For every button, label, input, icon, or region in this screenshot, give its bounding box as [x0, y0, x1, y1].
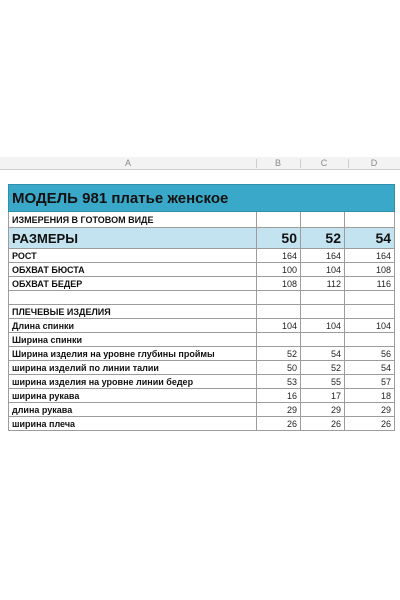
table-row [9, 249, 395, 263]
cell[interactable] [301, 291, 345, 305]
value-cell[interactable]: 54 [345, 361, 395, 375]
value-cell[interactable]: 112 [301, 277, 345, 291]
value-cell[interactable]: 29 [301, 403, 345, 417]
value-cell[interactable]: 50 [257, 361, 301, 375]
value-cell[interactable]: 164 [301, 249, 345, 263]
cell[interactable] [345, 212, 395, 228]
value-cell[interactable]: 116 [345, 277, 395, 291]
row-label-cell[interactable]: Ширина изделия на уровне глубины проймы [9, 347, 257, 361]
column-header-b[interactable]: B [274, 158, 281, 168]
table-row [9, 403, 395, 417]
title-row [9, 185, 395, 212]
table-row [9, 375, 395, 389]
column-separator[interactable] [256, 159, 257, 168]
value-cell[interactable]: 26 [301, 417, 345, 431]
value-cell[interactable]: 104 [257, 319, 301, 333]
value-cell[interactable]: 56 [345, 347, 395, 361]
blank-row [9, 291, 395, 305]
value-cell[interactable]: 104 [301, 263, 345, 277]
column-header-c[interactable]: C [320, 158, 328, 168]
cell[interactable] [345, 305, 395, 319]
table-row [9, 361, 395, 375]
value-cell[interactable] [301, 333, 345, 347]
table-row [9, 347, 395, 361]
value-cell[interactable] [257, 333, 301, 347]
column-separator[interactable] [300, 159, 301, 168]
table-row [9, 333, 395, 347]
spreadsheet [0, 157, 400, 431]
sizes-label-cell[interactable]: РАЗМЕРЫ [9, 228, 257, 249]
sizes-row [9, 228, 395, 249]
column-header-bar [0, 157, 400, 170]
row-label-cell[interactable]: ширина рукава [9, 389, 257, 403]
value-cell[interactable]: 108 [345, 263, 395, 277]
section-row [9, 305, 395, 319]
value-cell[interactable]: 104 [345, 319, 395, 333]
cell[interactable] [301, 212, 345, 228]
row-label-cell[interactable]: ОБХВАТ БЕДЕР [9, 277, 257, 291]
value-cell[interactable]: 26 [345, 417, 395, 431]
row-label-cell[interactable]: Длина спинки [9, 319, 257, 333]
subtitle-cell[interactable]: ИЗМЕРЕНИЯ В ГОТОВОМ ВИДЕ [9, 212, 257, 228]
row-label-cell[interactable]: ширина изделия на уровне линии бедер [9, 375, 257, 389]
sheet-title[interactable]: МОДЕЛЬ 981 платье женское [9, 185, 395, 212]
value-cell[interactable]: 17 [301, 389, 345, 403]
column-header-a[interactable]: A [124, 158, 131, 168]
row-label-cell[interactable]: Ширина спинки [9, 333, 257, 347]
value-cell[interactable]: 52 [257, 347, 301, 361]
size-cell[interactable]: 50 [257, 228, 301, 249]
value-cell[interactable]: 164 [257, 249, 301, 263]
row-label-cell[interactable]: ширина изделий по линии талии [9, 361, 257, 375]
value-cell[interactable]: 16 [257, 389, 301, 403]
table-row [9, 417, 395, 431]
row-label-cell[interactable]: длина рукава [9, 403, 257, 417]
value-cell[interactable]: 164 [345, 249, 395, 263]
table-row [9, 263, 395, 277]
value-cell[interactable]: 53 [257, 375, 301, 389]
table-row [9, 277, 395, 291]
value-cell[interactable]: 18 [345, 389, 395, 403]
size-cell[interactable]: 52 [301, 228, 345, 249]
cell[interactable] [345, 291, 395, 305]
table-row [9, 389, 395, 403]
cell[interactable] [9, 291, 257, 305]
row-label-cell[interactable]: РОСТ [9, 249, 257, 263]
column-header-d[interactable]: D [370, 158, 378, 168]
value-cell[interactable]: 52 [301, 361, 345, 375]
cell[interactable] [257, 305, 301, 319]
value-cell[interactable]: 108 [257, 277, 301, 291]
value-cell[interactable]: 54 [301, 347, 345, 361]
row-label-cell[interactable]: ширина плеча [9, 417, 257, 431]
value-cell[interactable]: 55 [301, 375, 345, 389]
value-cell[interactable]: 29 [257, 403, 301, 417]
size-cell[interactable]: 54 [345, 228, 395, 249]
table-row [9, 319, 395, 333]
cell[interactable] [257, 291, 301, 305]
cell[interactable] [301, 305, 345, 319]
value-cell[interactable]: 104 [301, 319, 345, 333]
value-cell[interactable]: 26 [257, 417, 301, 431]
subtitle-row [9, 212, 395, 228]
section-label-cell[interactable]: ПЛЕЧЕВЫЕ ИЗДЕЛИЯ [9, 305, 257, 319]
cell[interactable] [257, 212, 301, 228]
value-cell[interactable]: 100 [257, 263, 301, 277]
value-cell[interactable]: 29 [345, 403, 395, 417]
measurement-table [8, 184, 395, 431]
row-label-cell[interactable]: ОБХВАТ БЮСТА [9, 263, 257, 277]
value-cell[interactable]: 57 [345, 375, 395, 389]
value-cell[interactable] [345, 333, 395, 347]
column-separator[interactable] [348, 159, 349, 168]
